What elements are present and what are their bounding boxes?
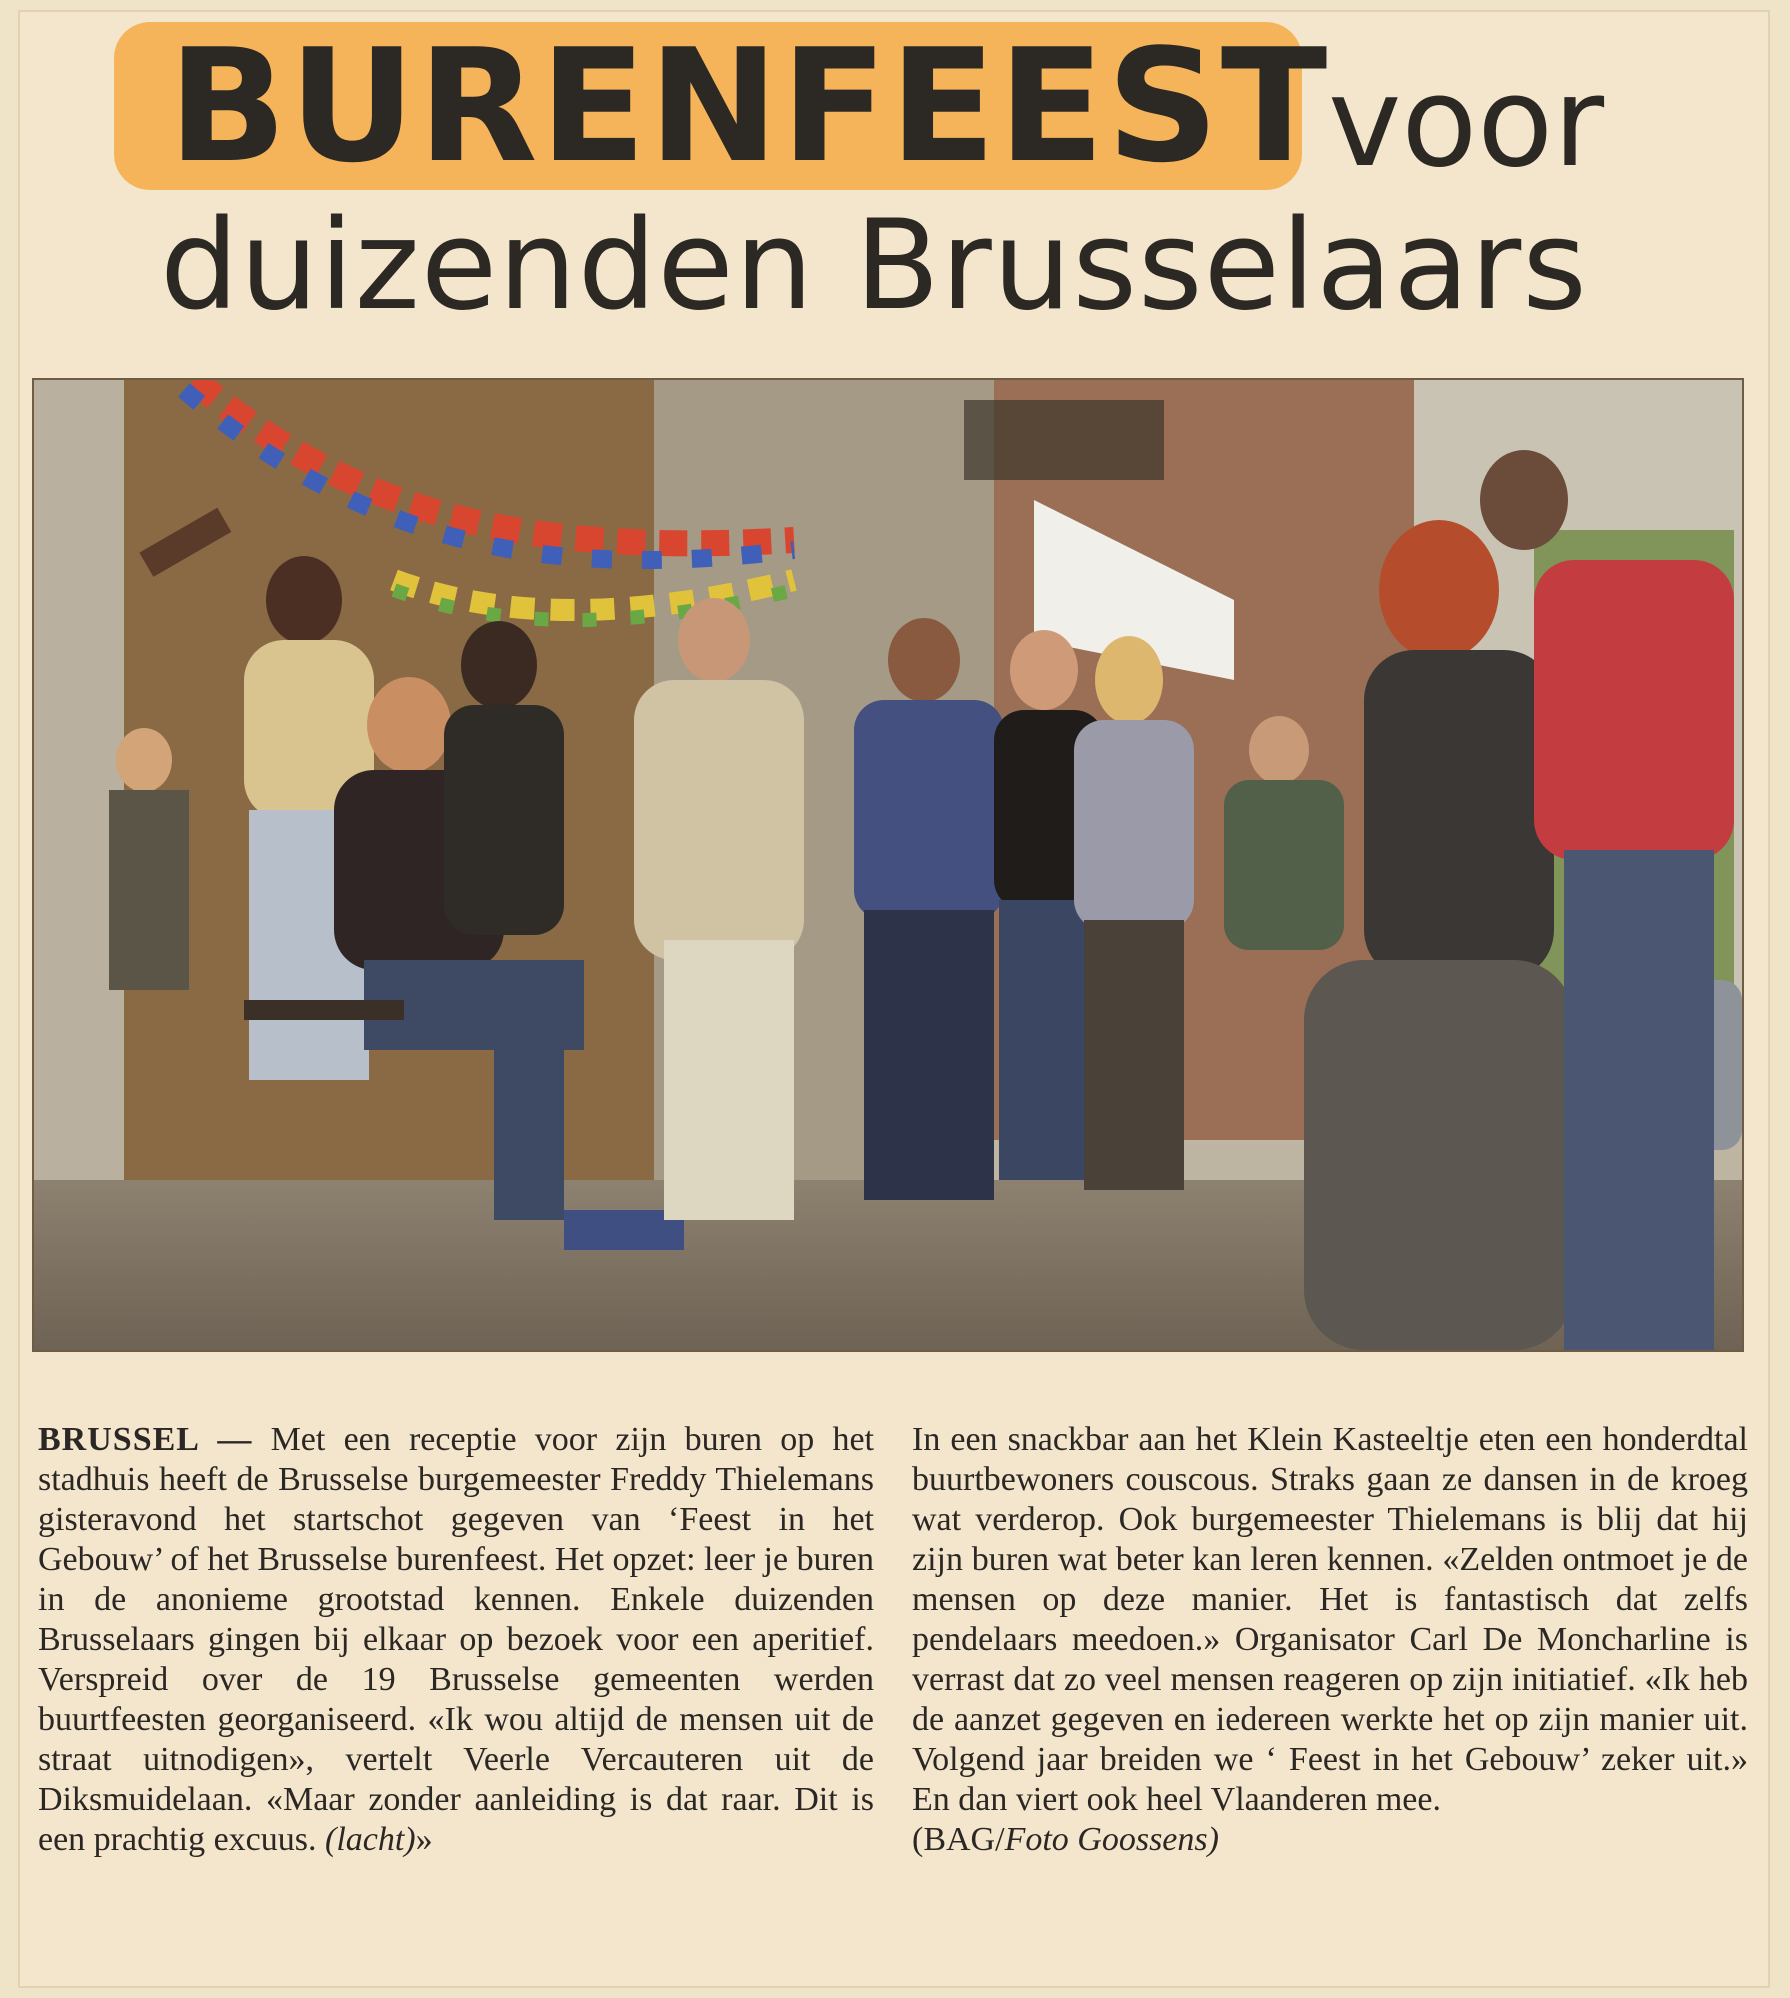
article-column-2-text: In een snackbar aan het Klein Kasteeltje eten een honderdtal buurtbewoners couscous. Straks gaan ze dansen in de kroeg wat verderop. Ook burgemeester Thielemans is blij dat hij zijn buren wat beter kan leren kennen. «Zelden ontmoet je de mensen op deze manier. Het is fantastisch dat zelfs pendelaars meedoen.» Organisator Carl De Moncharline is verrast dat zo veel mensen reageren op zijn initiatief. «Ik heb de aanzet gegeven en iedereen werkte het op zijn manier uit. Volgend jaar breiden we ‘ Feest in het Gebouw’ zeker uit.» En dan viert ook heel Vlaanderen mee. bbox=[912, 1421, 1748, 1818]
newspaper-clipping bbox=[18, 10, 1770, 1988]
article-column-2 bbox=[912, 1420, 1748, 1860]
photo-illustration bbox=[34, 380, 1742, 1350]
headline-line1-rest: voor bbox=[1328, 51, 1605, 195]
article-body bbox=[38, 1420, 1748, 1960]
article-column-1-end: » bbox=[415, 1821, 433, 1858]
article-column-1-text: Met een receptie voor zijn buren op het stadhuis heeft de Brusselse burgemeester Freddy Thielemans gisteravond het startschot gegeven van ‘Feest in het Gebouw’ of het Brusselse burenfeest. Het opzet: leer je buren in de anonieme grootstad kennen. Enkele duizenden Brusselaars gingen bij elkaar op bezoek voor een aperitief. Verspreid over de 19 Brusselse gemeenten werden buurtfeesten georganiseerd. «Ik wou altijd de mensen uit de straat uitnodigen», vertelt Veerle Vercauteren uit de Diksmuidelaan. «Maar zonder aanleiding is dat raar. Dit is een prachtig excuus. bbox=[38, 1421, 874, 1858]
article-credit-author: (BAG/ bbox=[912, 1821, 1005, 1858]
street-party-photo bbox=[32, 378, 1744, 1352]
article-laugh-note: (lacht) bbox=[325, 1821, 416, 1858]
article-credit-photo: Foto Goossens) bbox=[1004, 1821, 1219, 1858]
headline bbox=[18, 10, 1770, 370]
article-column-1 bbox=[38, 1420, 874, 1860]
article-dateline: BRUSSEL — bbox=[38, 1421, 253, 1458]
headline-highlight-word: BURENFEEST bbox=[168, 15, 1330, 197]
headline-line2: duizenden Brusselaars bbox=[160, 194, 1588, 338]
